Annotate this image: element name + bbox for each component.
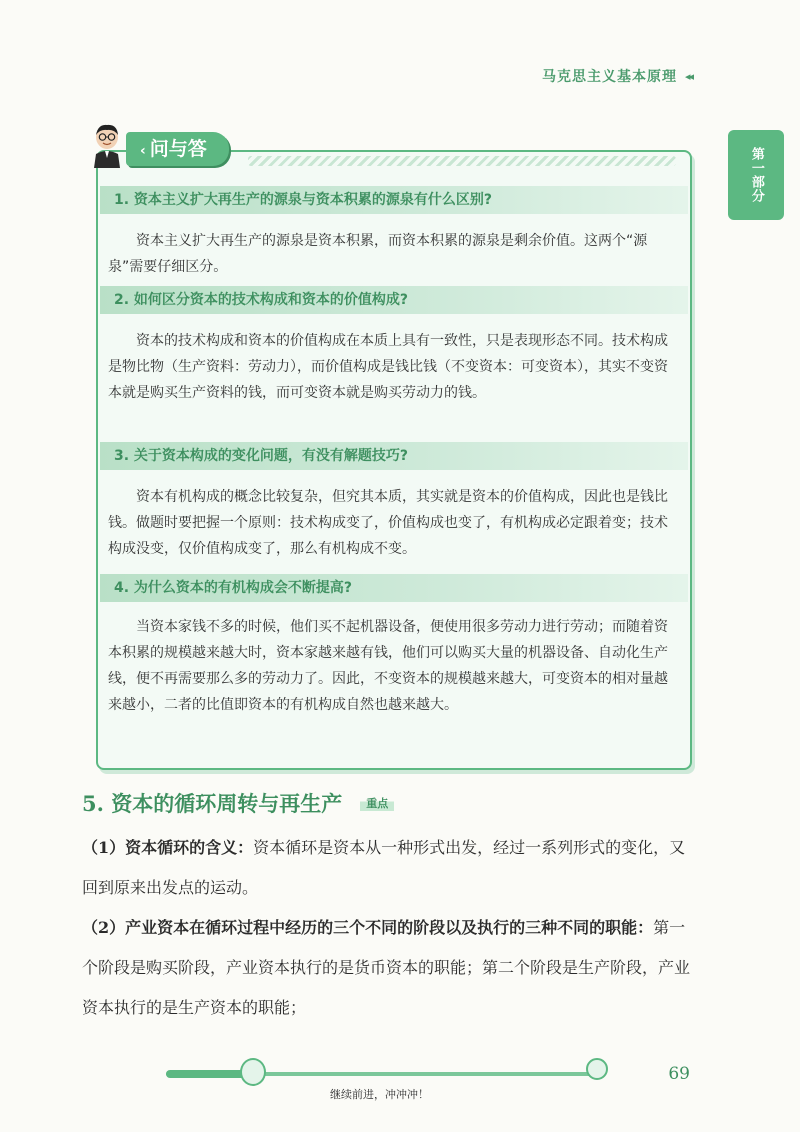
footer-drop-icon: [240, 1058, 266, 1086]
chevron-left-icon: ‹: [140, 143, 146, 159]
question-1: 1. 资本主义扩大再生产的源泉与资本积累的源泉有什么区别?: [100, 186, 688, 214]
question-4: 4. 为什么资本的有机构成会不断提高?: [100, 574, 688, 602]
footer-circle-icon: [586, 1058, 608, 1080]
running-head: [542, 66, 692, 86]
paragraph-2-lead: （2）产业资本在循环过程中经历的三个不同的阶段以及执行的三种不同的职能：: [82, 918, 654, 937]
book-title: 马克思主义基本原理: [541, 69, 677, 85]
page-number: 69: [668, 1064, 690, 1084]
question-3: 3. 关于资本构成的变化问题，有没有解题技巧?: [100, 442, 688, 470]
teacher-avatar-icon: [90, 124, 124, 166]
answer-1: 资本主义扩大再生产的源泉是资本积累，而资本积累的源泉是剩余价值。这两个“源泉”需要仔细区分。: [108, 233, 648, 275]
answer-2: 资本的技术构成和资本的价值构成在本质上具有一致性，只是表现形态不同。技术构成是物比物（生产资料：劳动力），而价值构成是钱比钱（不变资本：可变资本），其实不变资本就是购买生产资料的钱，而可变资本就是购买劳动力的钱。: [108, 333, 668, 401]
qa-header: [90, 124, 229, 166]
section-heading: [82, 788, 394, 818]
answer-4: 当资本家钱不多的时候，他们买不起机器设备，便使用很多劳动力进行劳动；而随着资本积累的规模越来越大时，资本家越来越有钱，他们可以购买大量的机器设备、自动化生产线，便不再需要那么多的劳动力了。因此，不变资本的规模越来越大，可变资本的相对量越来越小，二者的比值即资本的有机构成自然也越来越大。: [108, 619, 668, 713]
footer-slogan: 继续前进，冲冲冲！: [330, 1088, 429, 1101]
paragraph-2: [82, 908, 694, 1028]
paragraph-1-text: 资本循环是资本从一种形式出发，经过一系列形式的变化，又回到原来出发点的运动。: [82, 838, 686, 897]
paragraph-1-lead: （1）资本循环的含义：: [82, 838, 254, 857]
qa-title: 问与答: [149, 138, 207, 160]
qa-title-badge: [126, 132, 229, 166]
double-arrow-icon: ◂◂: [684, 69, 692, 83]
decorative-stripe: [248, 156, 676, 166]
section-title: 5. 资本的循环周转与再生产: [82, 791, 343, 816]
part-tab: 第一部分: [728, 130, 784, 220]
paragraph-1: [82, 828, 694, 908]
footer-bar: [166, 1070, 246, 1078]
answer-3: 资本有机构成的概念比较复杂，但究其本质，其实就是资本的价值构成，因此也是钱比钱。做题时要把握一个原则：技术构成变了，价值构成也变了，有机构成必定跟着变；技术构成没变，仅价值构成变了，那么有机构成不变。: [108, 489, 668, 557]
question-2: 2. 如何区分资本的技术构成和资本的价值构成?: [100, 286, 688, 314]
key-point-mark: 重点: [360, 795, 394, 811]
paragraph-2-text: 第一个阶段是购买阶段，产业资本执行的是货币资本的职能；第二个阶段是生产阶段，产业资本执行的是生产资本的职能；: [82, 918, 691, 1017]
